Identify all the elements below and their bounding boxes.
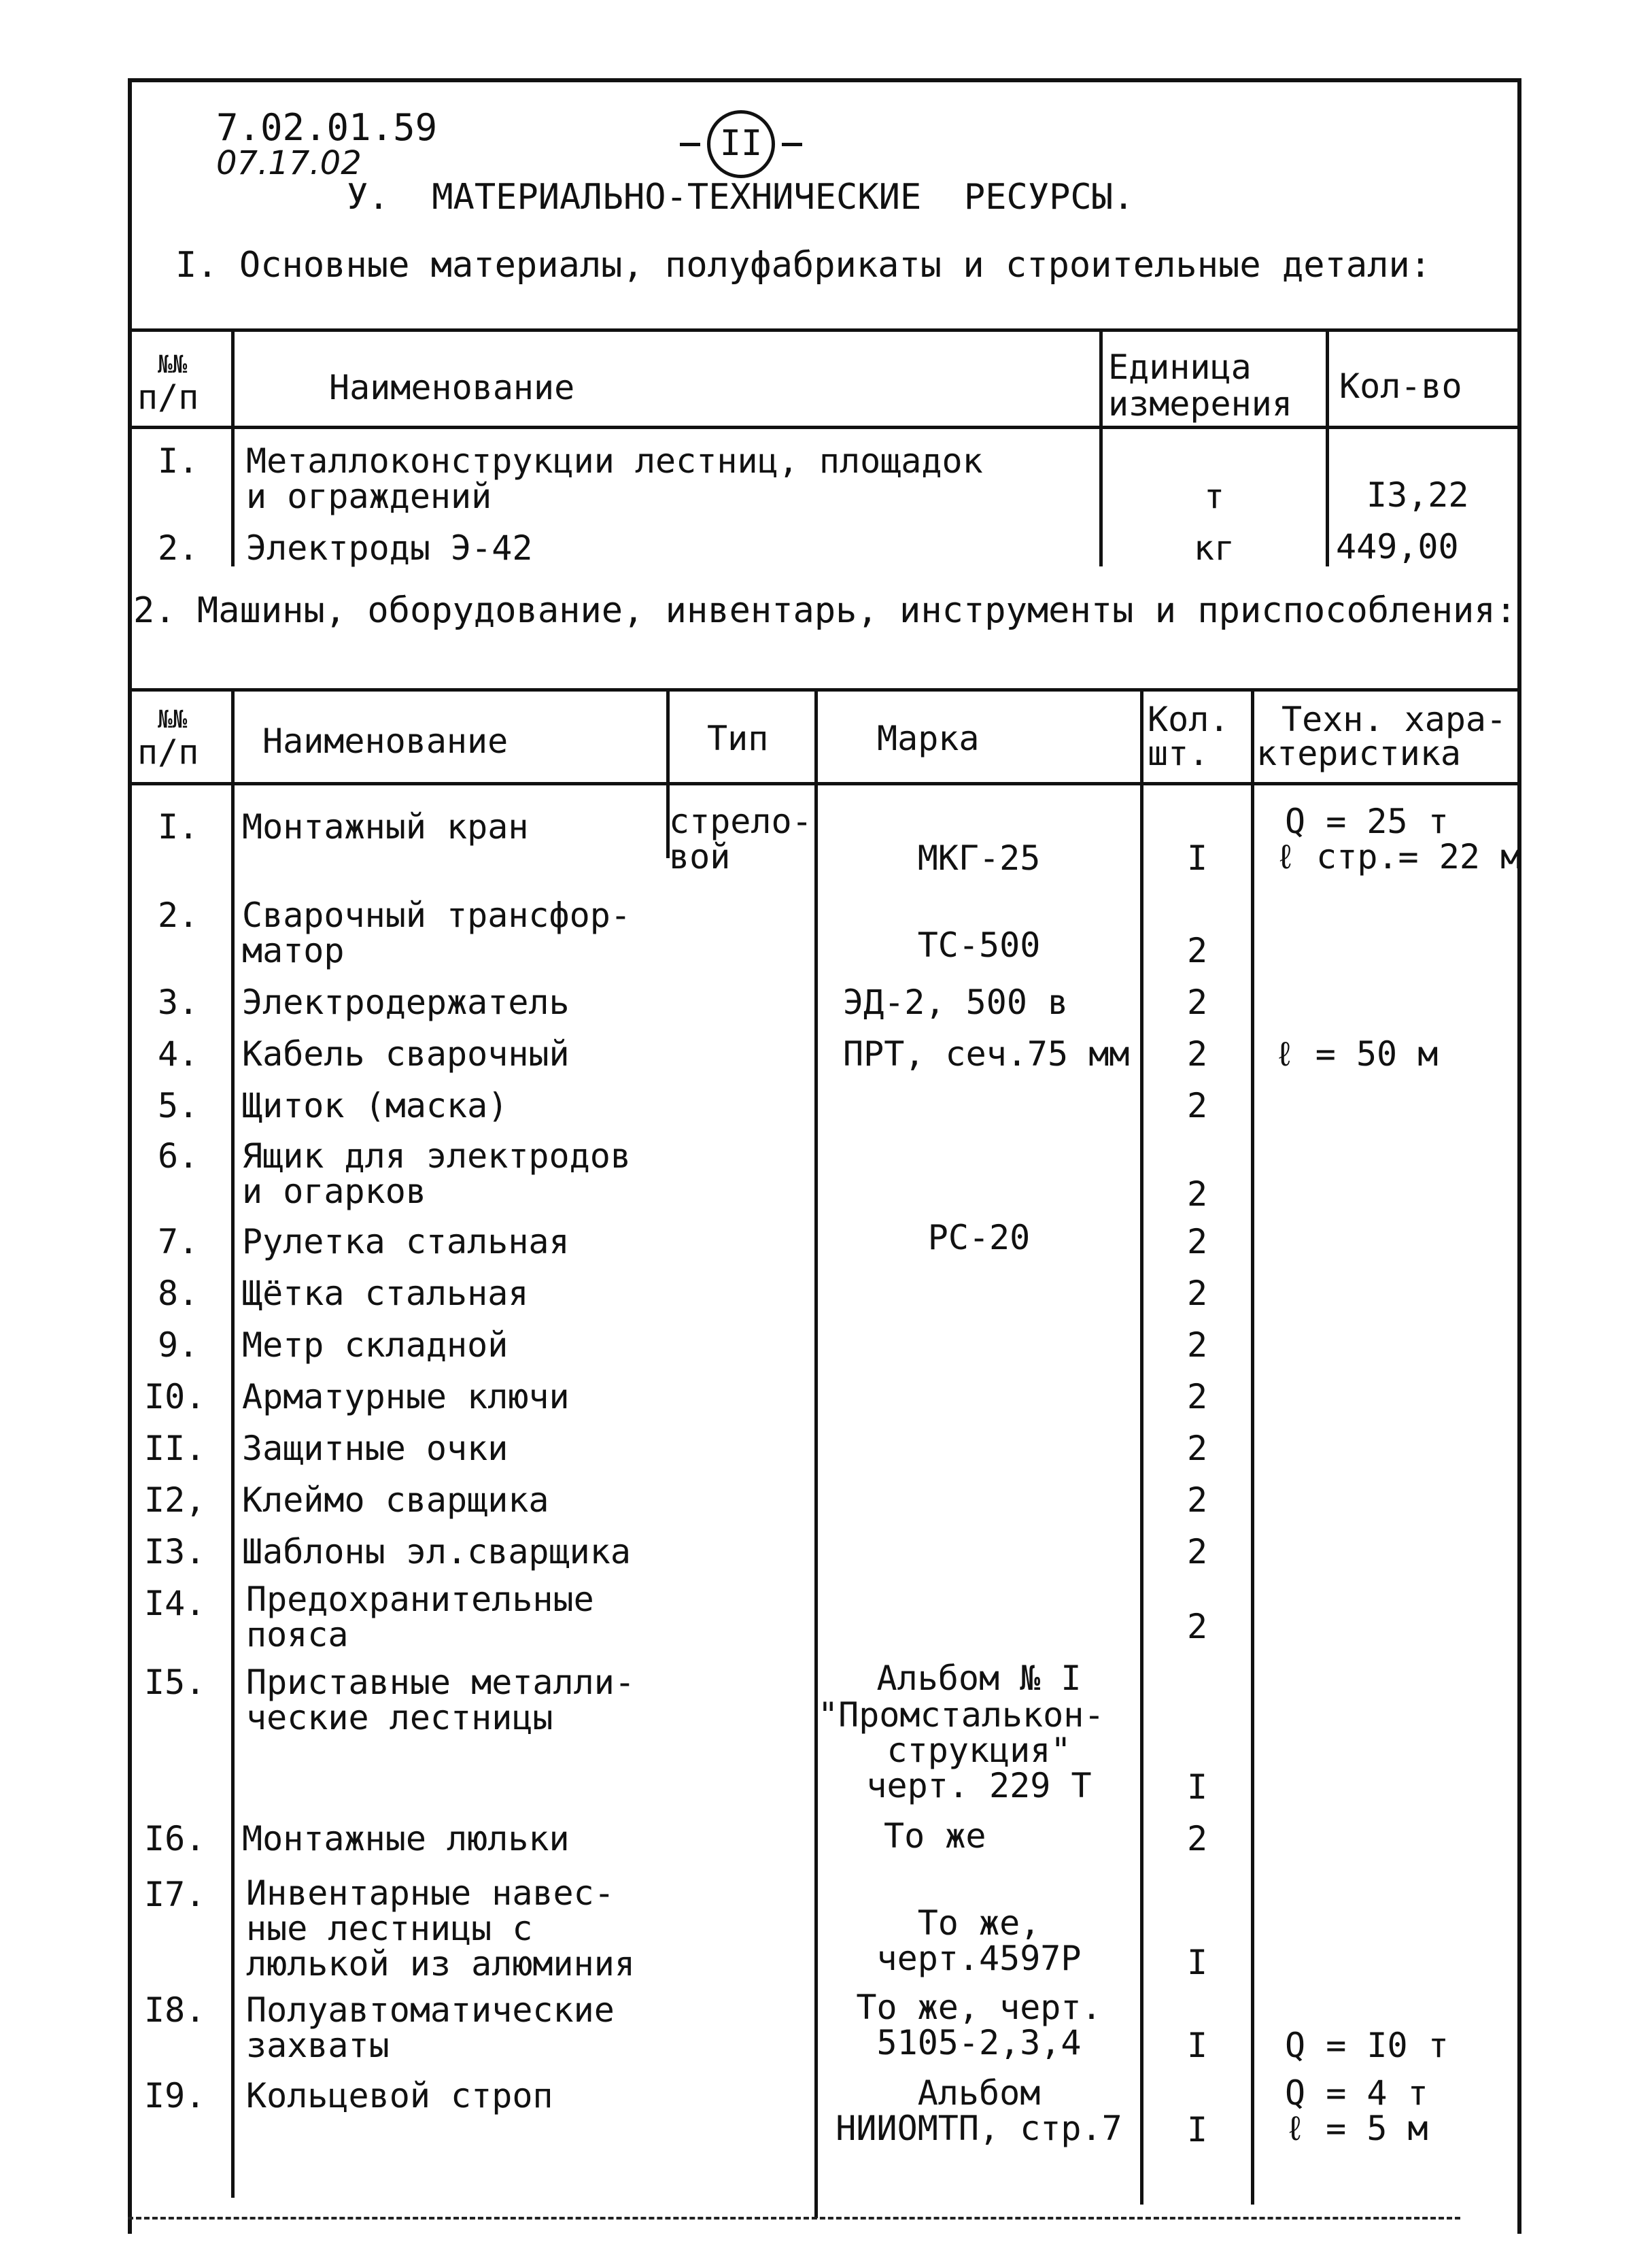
row-unit: т <box>1203 477 1225 516</box>
row-type-line: стрело- <box>669 802 812 841</box>
row-num: 5. <box>158 1086 199 1125</box>
row-name-line: Электроды Э-42 <box>246 528 533 568</box>
table2-header-rule <box>128 782 1521 785</box>
row-brand-line: НИИОМТП, стр.7 <box>836 2109 1122 2148</box>
row-brand-line: ТС-500 <box>917 925 1041 965</box>
row-name-line: и огарков <box>242 1172 426 1211</box>
row-num: I7. <box>144 1875 206 1914</box>
row-qty: 2 <box>1186 1480 1208 1520</box>
row-num: 2. <box>158 528 199 568</box>
section1-heading: I. Основные материалы, полуфабрикаты и строительные детали: <box>175 245 1432 286</box>
row-name-line: Клеймо сварщика <box>242 1480 549 1520</box>
table2-col-divider <box>231 688 235 2198</box>
row-brand-line: ЭД-2, 500 в <box>843 983 1069 1022</box>
row-qty: 2 <box>1186 1274 1208 1313</box>
section-title: У. МАТЕРИАЛЬНО-ТЕХНИЧЕСКИЕ РЕСУРСЫ. <box>347 177 1135 218</box>
row-qty: 2 <box>1186 1429 1208 1468</box>
row-name-line: Метр складной <box>242 1325 509 1365</box>
row-num: I0. <box>144 1377 206 1416</box>
row-name-line: Инвентарные навес- <box>246 1873 615 1913</box>
row-name-line: Арматурные ключи <box>242 1377 570 1416</box>
table1-header-rule <box>128 426 1521 429</box>
row-name-line: Щиток (маска) <box>242 1086 509 1125</box>
document-code-handwritten: 07.17.02 <box>216 144 362 182</box>
row-num: I8. <box>144 1990 206 2030</box>
row-brand-line: То же, черт. <box>856 1988 1102 2027</box>
row-num: I6. <box>144 1819 206 1858</box>
row-num: I2, <box>144 1480 206 1520</box>
row-brand-line: МКГ-25 <box>917 838 1041 878</box>
row-qty: 2 <box>1186 1325 1208 1365</box>
row-brand-line: То же <box>884 1816 986 1856</box>
col-num-header-bottom: п/п <box>137 377 199 417</box>
table1-top-rule <box>128 328 1521 332</box>
row-num: 7. <box>158 1222 199 1261</box>
row-spec-line: Q = 4 т <box>1285 2073 1428 2113</box>
row-qty: 2 <box>1186 1222 1208 1261</box>
row-qty: I <box>1186 2110 1208 2149</box>
row-spec-line: Q = I0 т <box>1285 2026 1449 2065</box>
row-brand-line: ПРТ, сеч.75 мм <box>843 1034 1130 1074</box>
row-brand-line: РС-20 <box>927 1218 1031 1257</box>
page-number: II <box>719 123 763 164</box>
row-num: I9. <box>144 2076 206 2115</box>
col-type-header: Тип <box>707 719 769 758</box>
row-spec-line: ℓ = 50 м <box>1274 1034 1439 1074</box>
row-qty: 2 <box>1186 1086 1208 1125</box>
col-unit-header-top: Единица <box>1108 347 1252 387</box>
row-name-line: Кольцевой строп <box>246 2076 553 2115</box>
row-brand-line: черт. 229 Т <box>866 1766 1092 1805</box>
row-name-line: Ящик для электродов <box>242 1136 631 1176</box>
row-brand-line: 5105-2,3,4 <box>876 2023 1082 2062</box>
row-name-line: и ограждений <box>246 477 492 516</box>
col-name-header: Наименование <box>262 721 509 761</box>
row-brand-line: "Промсталькон- <box>818 1695 1105 1735</box>
row-spec-line: ℓ стр.= 22 м <box>1275 837 1521 877</box>
row-qty: I <box>1186 2026 1208 2065</box>
row-name-line: Металлоконструкции лестниц, площадок <box>246 441 983 481</box>
row-qty: I <box>1186 1943 1208 1982</box>
row-num: 9. <box>158 1325 199 1365</box>
row-unit: кг <box>1193 528 1235 568</box>
row-num: I. <box>158 441 199 481</box>
row-name-line: Рулетка стальная <box>242 1222 570 1261</box>
row-qty: 2 <box>1186 1607 1208 1646</box>
row-num: I3. <box>144 1532 206 1571</box>
row-name-line: Монтажные люльки <box>242 1819 570 1858</box>
row-name-line: Защитные очки <box>242 1429 509 1468</box>
row-num: II. <box>144 1429 206 1468</box>
row-qty: I <box>1186 838 1208 878</box>
row-name-line: ные лестницы с <box>246 1909 533 1948</box>
row-num: I. <box>158 807 199 847</box>
row-num: I5. <box>144 1663 206 1702</box>
row-name-line: Электродержатель <box>242 983 570 1022</box>
row-name-line: ческие лестницы <box>246 1698 553 1737</box>
row-name-line: матор <box>242 931 345 970</box>
row-name-line: Предохранительные <box>246 1580 594 1619</box>
col-spec-header-bottom: ктеристика <box>1256 734 1462 773</box>
row-type-line: вой <box>669 837 731 877</box>
row-brand-line: черт.4597Р <box>876 1939 1082 1978</box>
table1-col-divider <box>1326 328 1329 566</box>
row-name-line: пояса <box>246 1615 349 1654</box>
row-name-line: Монтажный кран <box>242 807 529 847</box>
col-qty-header-top: Кол. <box>1148 700 1230 739</box>
row-qty: 2 <box>1186 1532 1208 1571</box>
row-name-line: люлькой из алюминия <box>246 1944 635 1984</box>
table2-col-divider <box>1251 688 1254 2205</box>
row-brand-line: Альбом <box>917 2073 1041 2113</box>
col-spec-header-top: Техн. хара- <box>1281 700 1507 739</box>
row-qty: 2 <box>1186 1034 1208 1074</box>
row-num: I4. <box>144 1584 206 1623</box>
col-qty-header: Кол-во <box>1339 367 1462 406</box>
row-qty: 2 <box>1186 1377 1208 1416</box>
col-unit-header-bottom: измерения <box>1108 384 1292 424</box>
table2-top-rule <box>128 688 1521 692</box>
row-name-line: Сварочный трансфор- <box>242 896 631 935</box>
row-name-line: Приставные металли- <box>246 1663 635 1702</box>
row-num: 8. <box>158 1274 199 1313</box>
row-num: 2. <box>158 896 199 935</box>
document-code: 7.02.01.59 <box>216 106 438 149</box>
col-num-header-top: №№ <box>158 706 188 734</box>
row-spec-line: ℓ = 5 м <box>1285 2109 1428 2148</box>
row-num: 6. <box>158 1136 199 1176</box>
row-qty: 2 <box>1186 1819 1208 1858</box>
row-qty: I <box>1186 1767 1208 1807</box>
table1-col-divider <box>231 328 235 566</box>
col-name-header: Наименование <box>329 368 575 407</box>
row-num: 4. <box>158 1034 199 1074</box>
col-num-header-bottom: п/п <box>137 732 199 772</box>
page-number-dash-right <box>782 143 802 146</box>
row-qty: 449,00 <box>1336 527 1459 566</box>
row-name-line: Полуавтоматические <box>246 1990 615 2030</box>
table2-bottom-rule <box>128 2217 1460 2220</box>
col-brand-header: Марка <box>877 719 980 758</box>
row-qty: I3,22 <box>1366 475 1469 515</box>
col-qty-header-bottom: шт. <box>1148 734 1209 773</box>
row-qty: 2 <box>1186 931 1208 970</box>
row-name-line: Щётка стальная <box>242 1274 529 1313</box>
row-spec-line: Q = 25 т <box>1285 802 1449 841</box>
row-brand-line: То же, <box>917 1903 1041 1943</box>
row-name-line: захваты <box>246 2026 390 2065</box>
row-name-line: Шаблоны эл.сварщика <box>242 1532 631 1571</box>
row-qty: 2 <box>1186 1174 1208 1214</box>
section2-heading: 2. Машины, оборудование, инвентарь, инструменты и приспособления: <box>133 590 1517 631</box>
row-num: 3. <box>158 983 199 1022</box>
row-qty: 2 <box>1186 983 1208 1022</box>
row-brand-line: струкция" <box>887 1731 1071 1770</box>
page-number-dash-left <box>680 143 700 146</box>
row-brand-line: Альбом № I <box>876 1659 1082 1698</box>
col-num-header-top: №№ <box>158 351 188 379</box>
row-name-line: Кабель сварочный <box>242 1034 570 1074</box>
